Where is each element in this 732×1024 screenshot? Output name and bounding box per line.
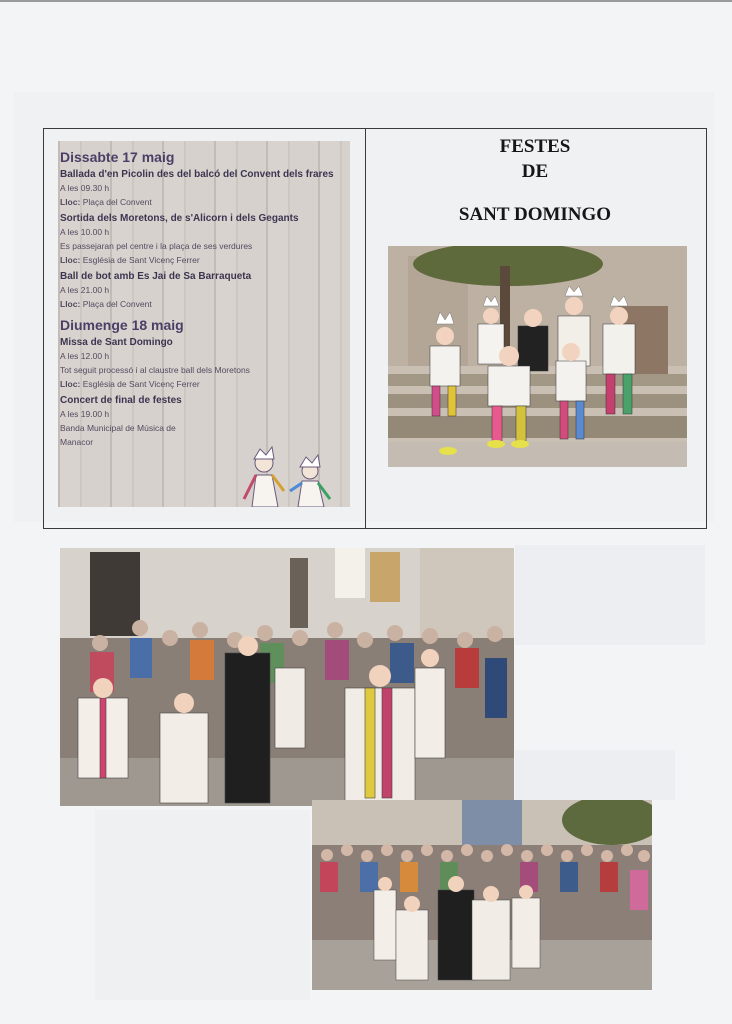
festival-program-card [58, 141, 350, 507]
event-title: Sortida dels Moretons, de s'Alicorn i dels Gegants [60, 213, 299, 224]
crowd-dance-photo [312, 800, 652, 990]
event-time: A les 12.00 h [60, 351, 110, 361]
heading-line-festes: FESTES [499, 136, 571, 157]
bleed-through-shade [515, 750, 675, 800]
event-place: Lloc: Plaça del Convent [60, 197, 152, 207]
event-place: Lloc: Plaça del Convent [60, 299, 152, 309]
event-time: A les 10.00 h [60, 227, 110, 237]
event-time: A les 09.30 h [60, 183, 110, 193]
bleed-through-shade [515, 545, 705, 645]
poster-divider [365, 128, 366, 529]
group-photo [388, 246, 687, 467]
event-time: A les 19.00 h [60, 409, 110, 419]
program-day-2: Diumenge 18 maig [60, 317, 184, 333]
event-title: Ballada d'en Picolin des del balcó del Convent dels frares [60, 169, 334, 180]
event-note: Banda Municipal de Música de Manacor [60, 423, 176, 447]
bleed-through-shade [95, 810, 310, 1000]
street-dance-photo [60, 548, 514, 806]
scan-top-edge [0, 0, 732, 2]
event-place: Lloc: Església de Sant Vicenç Ferrer [60, 255, 200, 265]
event-time: A les 21.00 h [60, 285, 110, 295]
poster-heading [380, 134, 690, 227]
heading-line-sant-domingo: SANT DOMINGO [458, 204, 612, 225]
event-note: Es passejaran pel centre i la plaça de ses verdures [60, 241, 253, 251]
event-title: Ball de bot amb Es Jai de Sa Barraqueta [60, 271, 252, 282]
heading-line-de: DE [521, 161, 549, 182]
event-title: Missa de Sant Domingo [60, 337, 173, 348]
event-note: Tot seguit processó i al claustre ball dels Moretons [60, 365, 250, 375]
event-place: Lloc: Església de Sant Vicenç Ferrer [60, 379, 200, 389]
program-day-1: Dissabte 17 maig [60, 149, 175, 165]
dancers-illustration [236, 441, 336, 507]
event-title: Concert de final de festes [60, 395, 182, 406]
